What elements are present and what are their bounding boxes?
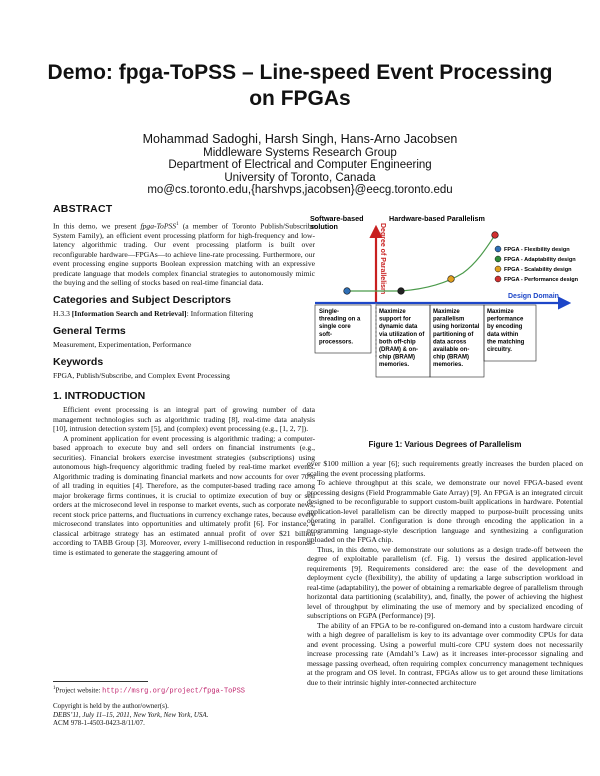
project-url-link[interactable]: http://msrg.org/project/fpga-ToPSS — [102, 687, 245, 696]
box-text-line: via utilization of — [379, 331, 425, 338]
abstract-text-a: In this demo, we present — [53, 221, 141, 231]
box-text-line: chip (BRAM) — [379, 354, 415, 361]
box-text-line: available on- — [433, 347, 470, 353]
point-flexibility — [344, 288, 351, 295]
venue-line: DEBS’11, July 11–15, 2011, New York, New York, USA. — [53, 710, 209, 719]
keywords-heading: Keywords — [53, 355, 104, 368]
point-scalability — [448, 276, 455, 283]
author-email: mo@cs.toronto.edu,{harshvps,jacobsen}@eecg.toronto.edu — [147, 184, 453, 196]
legend-flexibility: FPGA - Flexibility design — [504, 247, 570, 253]
legend-scalability: FPGA - Scalability design — [504, 267, 572, 273]
author-names: Mohammad Sadoghi, Harsh Singh, Hans-Arno Jacobsen — [142, 132, 458, 146]
categories-text — [53, 309, 315, 319]
intro-paragraph-1: Efficient event processing is an integral part of growing number of data management technologies such as algorithmic trading [8], real-time data analysis [10], intrusion detection system [5], and (complex) event processing (e.g., [1, 2, 7]). — [53, 405, 315, 434]
left-column — [53, 205, 315, 557]
paper-title: Demo: fpga-ToPSS – Line-speed Event Processing on FPGAs — [47, 61, 553, 110]
box-2-text — [379, 309, 425, 368]
abstract-heading: ABSTRACT — [53, 203, 113, 215]
author-dept: Department of Electrical and Computer Engineering — [168, 159, 432, 171]
right-paragraph-0: over $100 million a year [6]; such requirements greatly increases the burden placed on scaling the event processing platforms. — [307, 459, 583, 478]
abstract-text — [53, 220, 315, 288]
category-code: H.3.3 — [53, 309, 72, 319]
right-paragraph-3: The ability of an FPGA to be re-configured on-demand into a custom hardware circuit with a high degree of parallelism is key to its advantage over commodity CPUs for data and event processing. Using a powerful multi-core CPU system does not necessarily increase processing rate (Amdahl’s Law) as it increases inter-processor signaling and message passing overhead, often requiring complex concurrency management techniques at the program and OS level. In contrast, FPGAs allow us to get around these limitations due to their intrinsic highly inter-connected architecture — [307, 620, 583, 687]
box-text-line: partitioning of — [433, 331, 474, 338]
box-4-text — [487, 309, 525, 353]
acm-line: ACM 978-1-4503-0423-8/11/07. — [53, 719, 145, 728]
point-adaptability — [398, 288, 405, 295]
legend-performance: FPGA - Performance design — [504, 277, 579, 283]
box-text-line: both off-chip — [379, 339, 416, 346]
box-text-line: performance — [487, 316, 524, 323]
legend-marker-performance — [495, 276, 501, 282]
legend — [495, 246, 579, 283]
software-label-line1: Software-based — [310, 214, 364, 223]
author-univ: University of Toronto, Canada — [224, 171, 376, 184]
box-3-text — [433, 309, 480, 368]
box-text-line: by encoding — [487, 324, 523, 331]
box-text-line: using horizontal — [433, 324, 480, 331]
box-text-line: Maximize — [433, 309, 460, 315]
intro-heading: 1. INTRODUCTION — [53, 389, 146, 402]
box-text-line: circuitry. — [487, 347, 512, 353]
box-text-line: single core — [319, 324, 351, 331]
copyright-line: Copyright is held by the author/owner(s). — [53, 701, 169, 710]
author-block — [40, 133, 560, 197]
box-text-line: (DRAM) & on- — [379, 347, 418, 353]
category-name: [Information Search and Retrieval] — [71, 309, 187, 319]
box-text-line: memories. — [433, 362, 464, 369]
box-text-line: Maximize — [379, 309, 406, 315]
legend-adaptability: FPGA - Adaptability design — [504, 257, 576, 263]
box-text-line: processors. — [319, 339, 354, 346]
footnote-mark: 1 — [176, 221, 179, 227]
right-paragraph-2: Thus, in this demo, we demonstrate our solutions as a design trade-off between the degree of exploitable parallelism (cf. Fig. 1) versus the desired application-level requirements [9]. Requirements considered are: the ease of the development and deployment cycle (flexibility), the ability of updating a large subscription workload in real-time (adaptability), the power of obtaining a remarkable degree of parallelism through horizontal data partitioning (scalability), and, finally, the power of achieving the highest level of throughput by eliminating the use of memory and by specialized encoding of subscriptions on FGPA (Performance) [9]. — [307, 544, 583, 620]
intro-paragraph-2: A prominent application for event processing is algorithmic trading; a computer-based approach to execute buy and sell orders on financial instruments (e.g., securities). Financial brokers exercise investment strategies (subscriptions) using autonomous high-frequency algorithmic trading fueled by real-time market events. Algorithmic trading is dominating financial markets and now accounts for over 70% of all trading in equities [4]. Therefore, as the computer-based trading race among major brokerage firms continues, it is crucial to optimize execution of buy or sell orders at the microsecond level in response to market events, such as corporate news, recent stock price patterns, and fluctuations in currency exchange rates, because every microsecond translates into opportunities and ultimately profit [6]. For instance, a classical arbitrage strategy has an estimated annual profit of over $21 billion according to TABB Group [3]. Moreover, every 1-millisecond reduction in response-time is estimated to generate the staggering amount of — [53, 433, 315, 557]
box-text-line: the matching — [487, 339, 525, 346]
y-axis-label: Degree of Parallelism — [379, 223, 386, 295]
x-axis-label: Design Domain — [508, 293, 559, 300]
legend-marker-adaptability — [495, 256, 501, 262]
right-paragraph-1: To achieve throughput at this scale, we demonstrate our novel FPGA-based event processing designs (Field Programmable Gate Array) [9]. An FPGA is an integrated circuit designed to be reconfigurable to support custom-built applications in hardware. Potential application-level parallelism can be directly mapped to purpose-built processing units operating in parallel. Configuration is done through encoding the application in a programming language-style description language and synthesizing a configuration uploaded on the FPGA chip. — [307, 478, 583, 544]
system-name: fpga-ToPSS — [140, 221, 177, 231]
design-box-3 — [430, 305, 484, 377]
point-performance — [492, 232, 499, 239]
box-text-line: Single- — [319, 309, 340, 315]
box-text-line: Maximize — [487, 309, 514, 315]
general-terms-text: Measurement, Experimentation, Performance — [53, 340, 192, 350]
design-box-4 — [484, 305, 536, 361]
legend-marker-flexibility — [495, 246, 501, 252]
box-text-line: data across — [433, 339, 467, 346]
box-text-line: data within — [487, 331, 519, 338]
box-text-line: dynamic data — [379, 324, 418, 331]
parallelism-curve — [347, 235, 495, 291]
box-text-line: parallelism — [433, 316, 465, 323]
category-rest: : Information filtering — [186, 309, 254, 319]
figure-parallelism — [307, 207, 583, 445]
design-box-1 — [315, 305, 371, 353]
legend-marker-scalability — [495, 266, 501, 272]
abstract-text-b: (a member of Toronto Publish/Subscribe System Family), an efficient event processing platform for high-frequency and low-latency algorithmic trading. Our event processing platform is built over reconfigurable hardware—FPGAs—to achieve line-rate processing. Furthermore, our event processing engine supports Boolean expression matching with an expressive predicate language that models complex financial strategies to autonomously mimic the buying and the selling of stocks based on real-time financial data. — [53, 221, 315, 288]
hardware-label: Hardware-based Parallelism — [389, 214, 485, 223]
box-text-line: soft- — [319, 331, 332, 338]
box-1-text — [319, 309, 361, 345]
right-column — [307, 459, 583, 687]
box-text-line: threading on a — [319, 316, 361, 323]
author-group: Middleware Systems Research Group — [203, 146, 397, 159]
box-text-line: memories. — [379, 362, 410, 369]
footnote-label: 1 — [53, 686, 56, 691]
footnote-block — [53, 681, 315, 728]
categories-heading: Categories and Subject Descriptors — [53, 293, 231, 306]
footnote-rule — [53, 681, 148, 682]
figure-caption: Figure 1: Various Degrees of Parallelism — [368, 440, 522, 449]
box-text-line: support for — [379, 316, 411, 323]
footnote-project — [53, 685, 315, 696]
footnote-text: Project website: — [55, 686, 103, 695]
keywords-text: FPGA, Publish/Subscribe, and Complex Event Processing — [53, 371, 230, 381]
software-label-line2: solution — [310, 222, 338, 231]
design-box-2 — [376, 305, 430, 377]
box-text-line: chip (BRAM) — [433, 354, 469, 361]
general-terms-heading: General Terms — [53, 324, 126, 337]
